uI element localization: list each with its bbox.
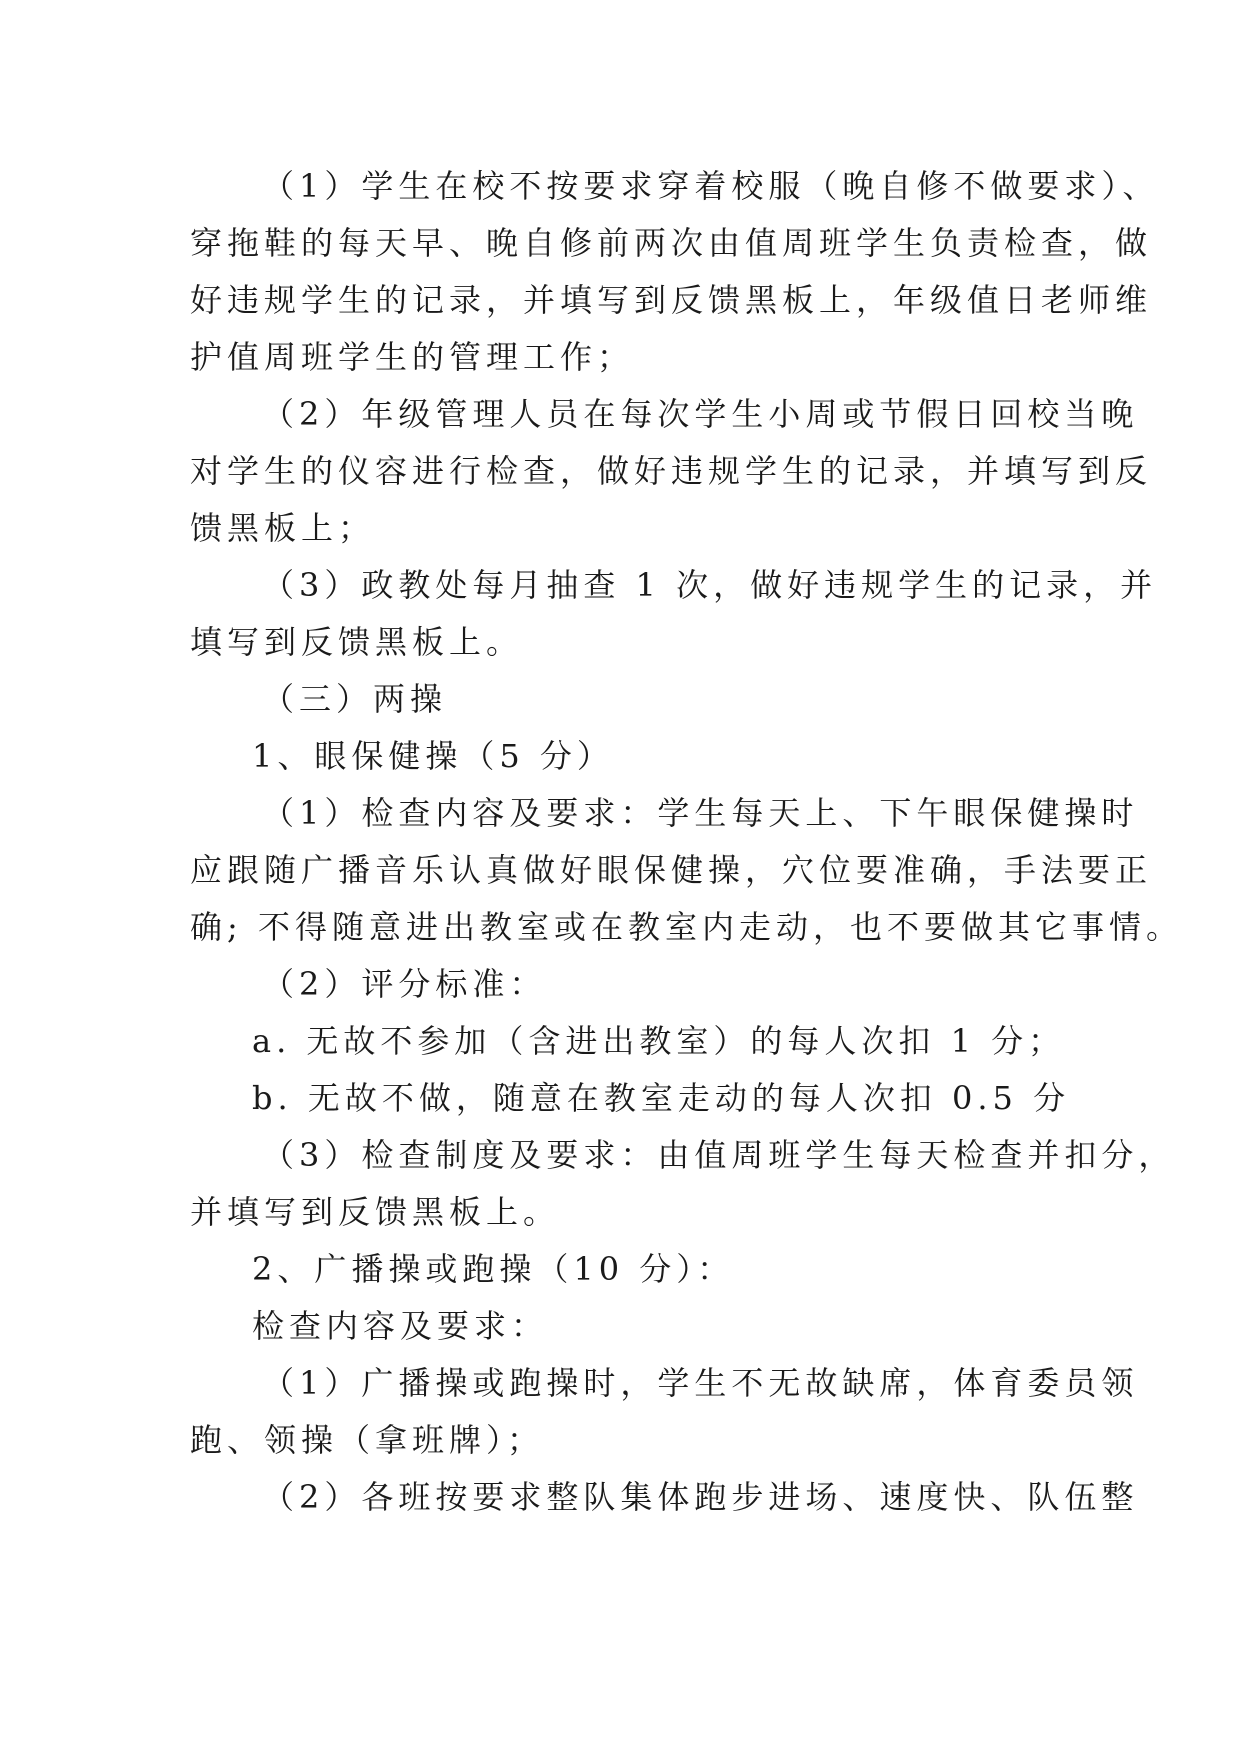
subsection-heading: 1、眼保健操（5 分） bbox=[252, 737, 614, 775]
text-line: （3）政教处每月抽查 1 次，做好违规学生的记录，并 bbox=[262, 566, 1158, 604]
text-line: （2）各班按要求整队集体跑步进场、速度快、队伍整 bbox=[262, 1478, 1139, 1516]
text-line: 并填写到反馈黑板上。 bbox=[190, 1193, 561, 1231]
text-line: （2）年级管理人员在每次学生小周或节假日回校当晚 bbox=[262, 395, 1139, 433]
text-line: 馈黑板上； bbox=[190, 509, 376, 547]
text-line: 应跟随广播音乐认真做好眼保健操，穴位要准确，手法要正 bbox=[190, 851, 1153, 889]
text-line: 填写到反馈黑板上。 bbox=[190, 623, 524, 661]
text-line: 检查内容及要求： bbox=[252, 1307, 549, 1345]
text-line: 对学生的仪容进行检查，做好违规学生的记录，并填写到反 bbox=[190, 452, 1153, 490]
text-line: （1）广播操或跑操时，学生不无故缺席，体育委员领 bbox=[262, 1364, 1139, 1402]
text-line: b. 无故不做，随意在教室走动的每人次扣 0.5 分 bbox=[252, 1079, 1071, 1117]
text-line: 跑、领操（拿班牌）； bbox=[190, 1421, 545, 1459]
section-heading: （三）两操 bbox=[262, 680, 448, 718]
text-line: （3）检查制度及要求：由值周班学生每天检查并扣分， bbox=[262, 1136, 1176, 1174]
text-line: a. 无故不参加（含进出教室）的每人次扣 1 分； bbox=[252, 1022, 1066, 1060]
text-line: （2）评分标准： bbox=[262, 965, 547, 1003]
text-line: 护值周班学生的管理工作； bbox=[190, 338, 635, 376]
text-line: （1）学生在校不按要求穿着校服（晚自修不做要求）、 bbox=[262, 167, 1160, 205]
subsection-heading: 2、广播操或跑操（10 分）： bbox=[252, 1250, 735, 1288]
text-line: （1）检查内容及要求：学生每天上、下午眼保健操时 bbox=[262, 794, 1139, 832]
text-line: 穿拖鞋的每天早、晚自修前两次由值周班学生负责检查，做 bbox=[190, 224, 1153, 262]
text-line: 确; 不得随意进出教室或在教室内走动，也不要做其它事情。 bbox=[190, 908, 1183, 946]
text-line: 好违规学生的记录，并填写到反馈黑板上，年级值日老师维 bbox=[190, 281, 1153, 319]
